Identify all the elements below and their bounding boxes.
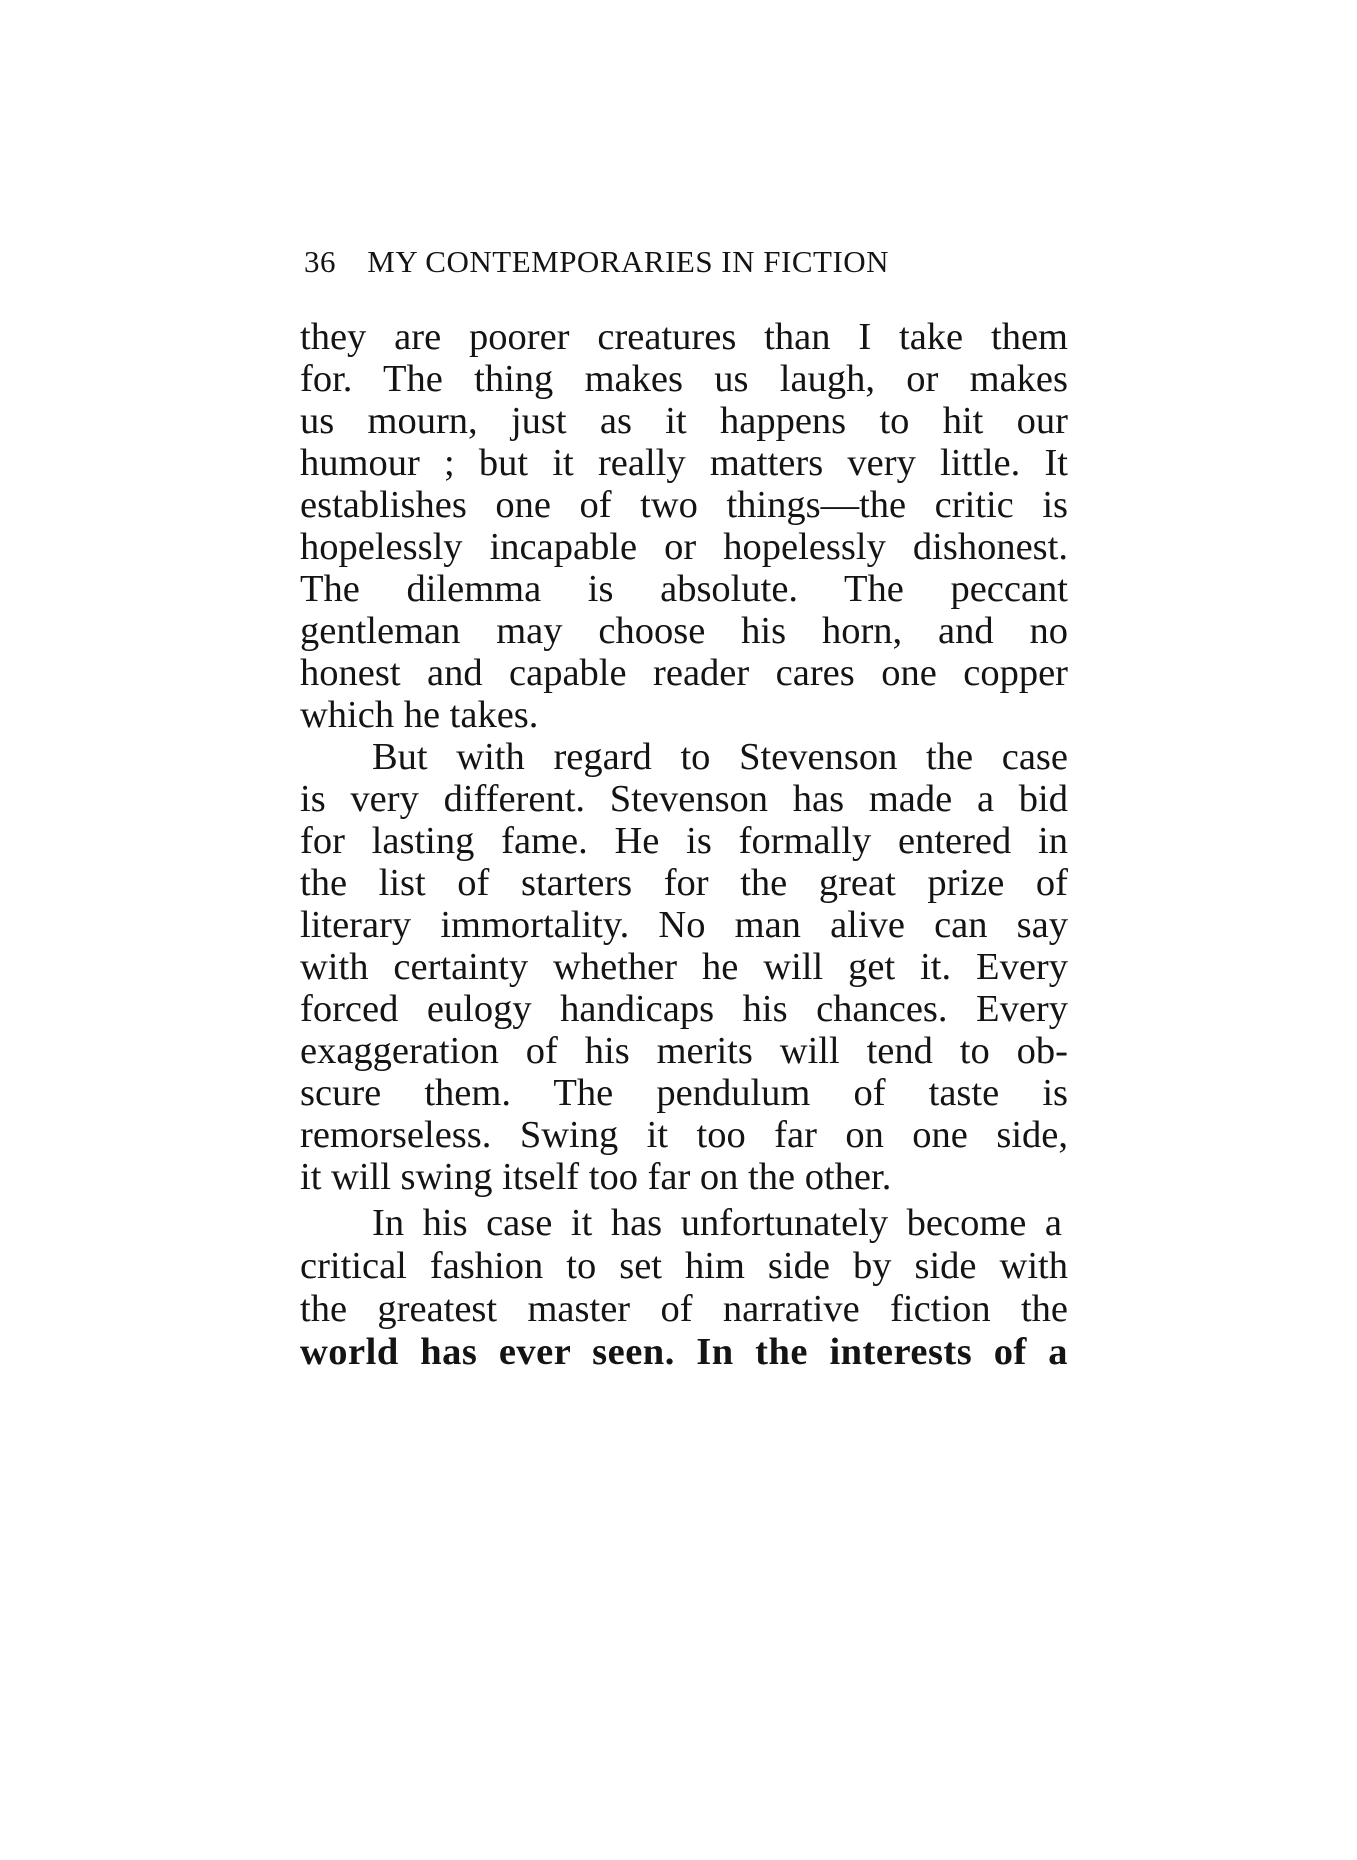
- text-line: the list of starters for the great prize of: [300, 862, 1068, 904]
- text-line: with certainty whether he will get it. Every: [300, 946, 1068, 988]
- text-line: is very different. Stevenson has made a bid: [300, 778, 1068, 820]
- text-line: establishes one of two things—the critic is: [300, 484, 1068, 526]
- text-line: forced eulogy handicaps his chances. Every: [300, 988, 1068, 1030]
- text-line: But with regard to Stevenson the case: [372, 736, 1068, 778]
- text-line: humour ; but it really matters very little. It: [300, 442, 1068, 484]
- running-head: [304, 240, 1064, 284]
- text-line: the greatest master of narrative fiction the: [300, 1288, 1068, 1330]
- text-line: The dilemma is absolute. The peccant: [300, 568, 1068, 610]
- text-line: they are poorer creatures than I take them: [300, 316, 1068, 358]
- text-line: scure them. The pendulum of taste is: [300, 1072, 1068, 1114]
- text-line: it will swing itself too far on the other.: [300, 1156, 892, 1198]
- text-line: hopelessly incapable or hopelessly dishonest.: [300, 526, 1068, 568]
- page-number: 36: [304, 244, 336, 279]
- text-line: literary immortality. No man alive can say: [300, 904, 1068, 946]
- text-line: us mourn, just as it happens to hit our: [300, 400, 1068, 442]
- text-line: honest and capable reader cares one copper: [300, 652, 1068, 694]
- text-line: remorseless. Swing it too far on one side,: [300, 1114, 1068, 1156]
- text-line: critical fashion to set him side by side with: [300, 1245, 1068, 1287]
- text-line: In his case it has unfortunately become a: [372, 1202, 1062, 1244]
- text-line: gentleman may choose his horn, and no: [300, 610, 1068, 652]
- text-line: for. The thing makes us laugh, or makes: [300, 358, 1068, 400]
- text-line: world has ever seen. In the interests of a: [300, 1331, 1068, 1373]
- text-line: for lasting fame. He is formally entered in: [300, 820, 1068, 862]
- running-title: MY CONTEMPORARIES IN FICTION: [367, 244, 890, 279]
- text-line: exaggeration of his merits will tend to ob-: [300, 1030, 1068, 1072]
- text-line: which he takes.: [300, 694, 539, 736]
